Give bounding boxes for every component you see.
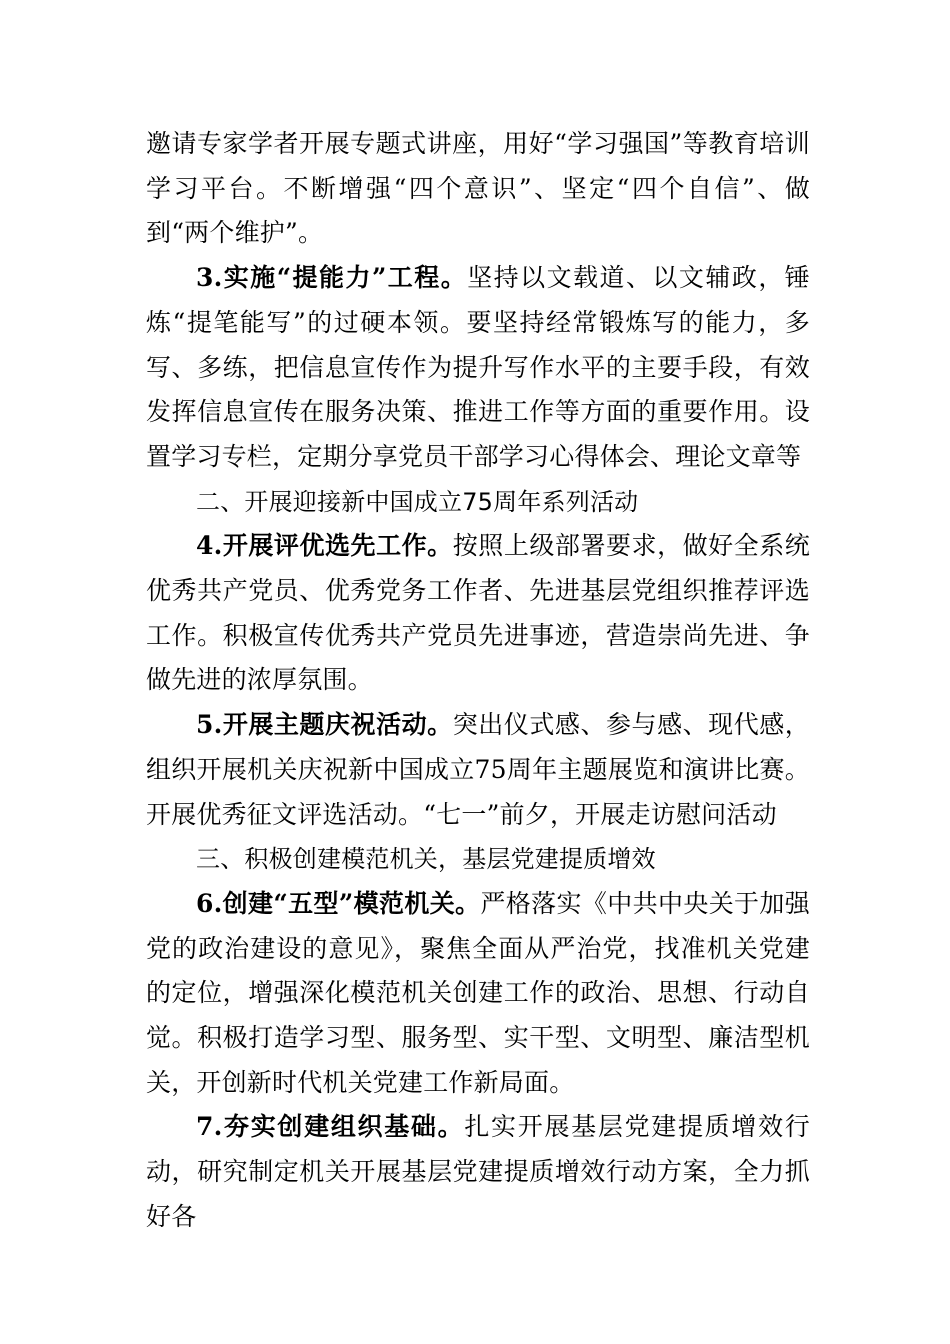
paragraph-continuation [146, 122, 810, 256]
paragraph-item-4 [146, 524, 810, 703]
paragraph-lead: 4.开展评优选先工作。 [196, 531, 453, 561]
paragraph-lead: 5.开展主题庆祝活动。 [196, 710, 453, 740]
paragraph-item-6 [146, 882, 810, 1106]
paragraph-text: 扎实开展基层党建提质增效行动，研究制定机关开展基层党建提质增效行动方案，全力抓好各 [146, 1112, 810, 1231]
paragraph-text: 严格落实《中共中央关于加强党的政治建设的意见》，聚焦全面从严治党，找准机关党建的定位，增强深化模范机关创建工作的政治、思想、行动自觉。积极打造学习型、服务型、实干型、文明型、廉洁型机关，开创新时代机关党建工作新局面。 [146, 888, 810, 1097]
paragraph-lead: 6.创建“五型”模范机关。 [196, 888, 481, 918]
paragraph-lead: 7.夯实创建组织基础。 [196, 1112, 465, 1142]
paragraph-item-7 [146, 1105, 810, 1239]
section-heading-2: 二、开展迎接新中国成立75周年系列活动 [196, 487, 639, 516]
paragraph-item-3 [146, 256, 810, 480]
section-heading-3: 三、积极创建模范机关，基层党建提质增效 [196, 845, 656, 874]
paragraph-text: 坚持以文载道、以文辅政，锤炼“提笔能写”的过硬本领。要坚持经常锻炼写的能力，多写、多练，把信息宣传作为提升写作水平的主要手段，有效发挥信息宣传在服务决策、推进工作等方面的重要作用。设置学习专栏，定期分享党员干部学习心得体会、理论文章等 [146, 263, 810, 471]
paragraph-item-5 [146, 703, 810, 837]
document-body [146, 122, 810, 1240]
paragraph-text: 邀请专家学者开展专题式讲座，用好“学习强国”等教育培训学习平台。不断增强“四个意识”、坚定“四个自信”、做到“两个维护”。 [146, 129, 810, 248]
paragraph-lead: 3.实施“提能力”工程。 [196, 263, 468, 293]
paragraph-text: 突出仪式感、参与感、现代感，组织开展机关庆祝新中国成立75周年主题展览和演讲比赛。开展优秀征文评选活动。“七一”前夕，开展走访慰问活动 [146, 710, 810, 829]
paragraph-text: 按照上级部署要求，做好全系统优秀共产党员、优秀党务工作者、先进基层党组织推荐评选工作。积极宣传优秀共产党员先进事迹，营造崇尚先进、争做先进的浓厚氛围。 [146, 531, 810, 695]
